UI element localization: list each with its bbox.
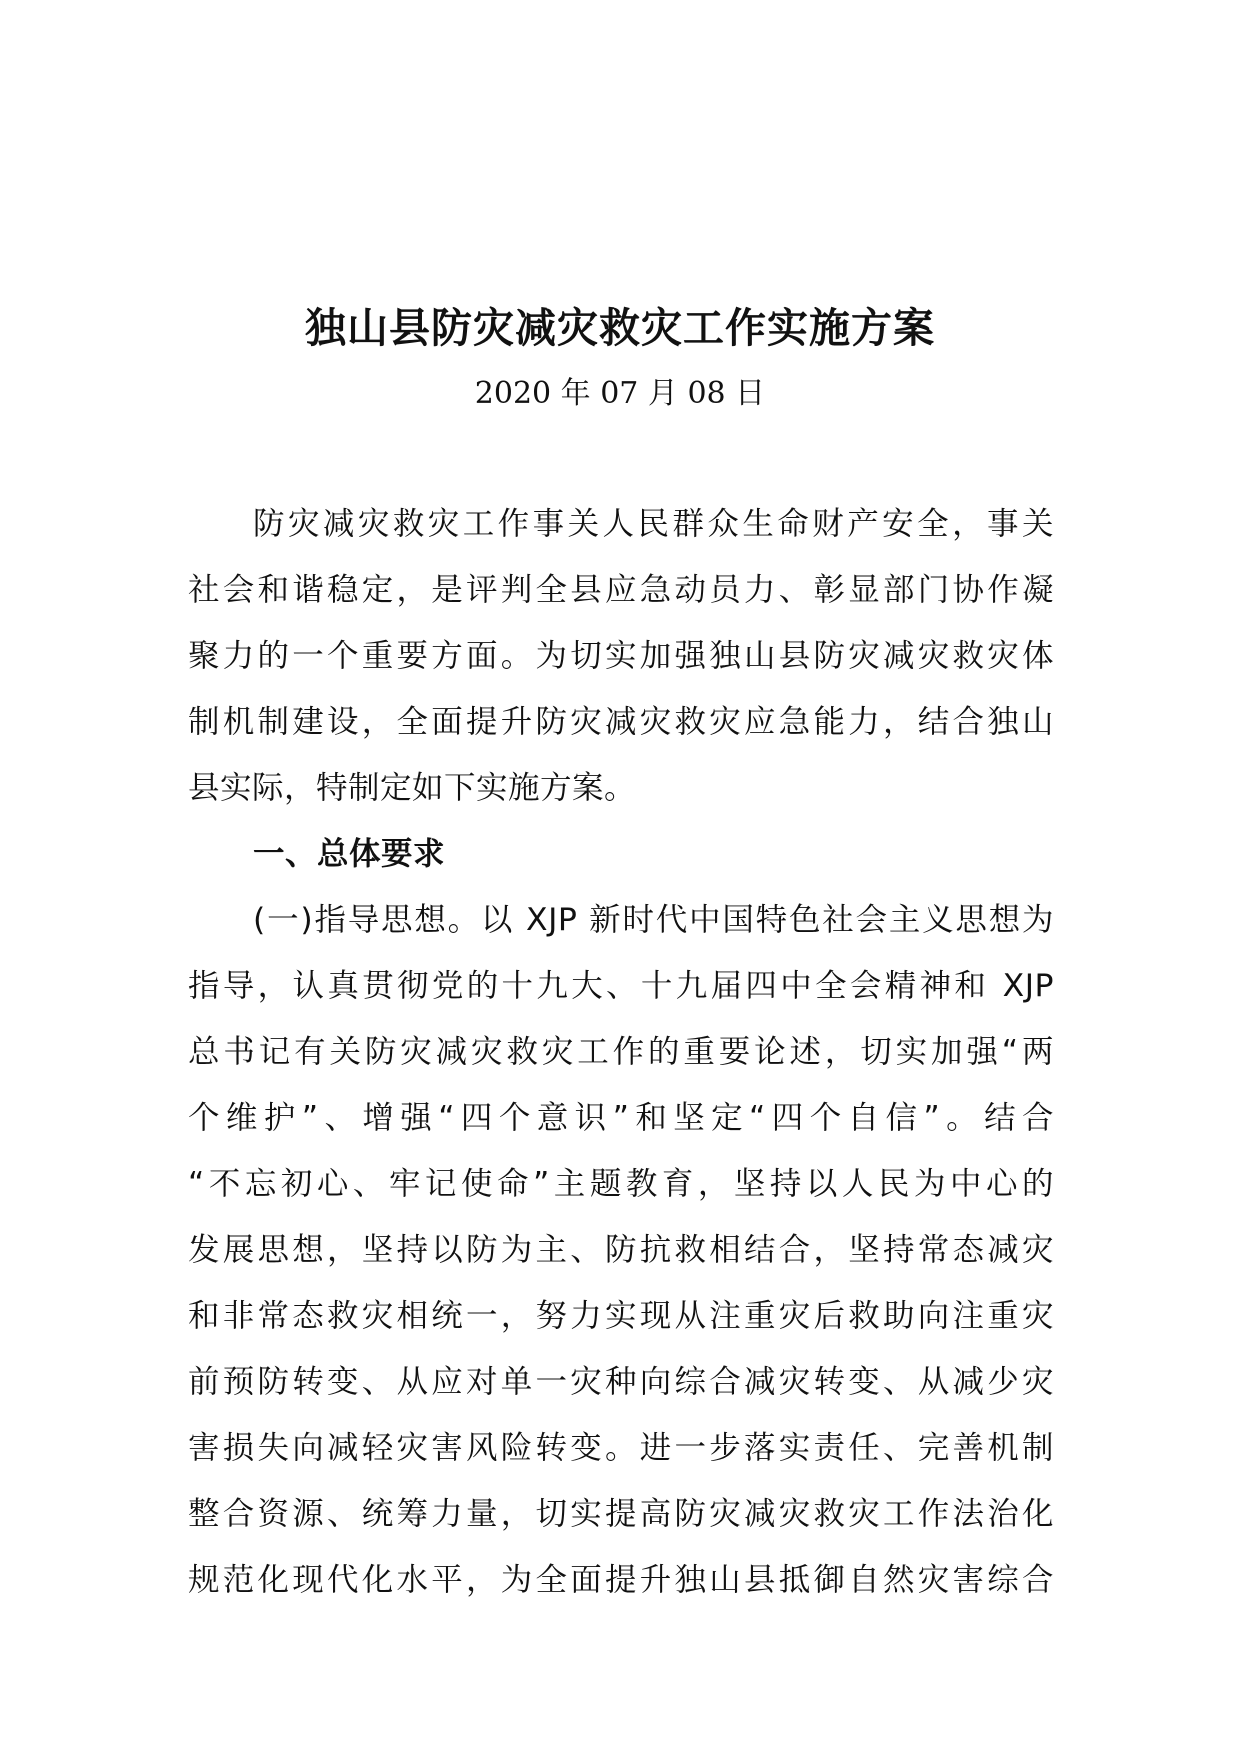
document-date: 2020 年 07 月 08 日 [474, 376, 766, 411]
paragraph-line: “不忘初心、牢记使命”主题教育，坚持以人民为中心的 [188, 1166, 1054, 1202]
paragraph-line: 前预防转变、从应对单一灾种向综合减灾转变、从减少灾 [188, 1364, 1054, 1400]
paragraph-line: 指导，认真贯彻党的十九大、十九届四中全会精神和 XJP [188, 968, 1054, 1004]
paragraph-line: 害损失向减轻灾害风险转变。进一步落实责任、完善机制 [188, 1430, 1054, 1466]
paragraph-line: 县实际，特制定如下实施方案。 [188, 770, 637, 806]
paragraph-line: (一)指导思想。以 XJP 新时代中国特色社会主义思想为 [253, 902, 1054, 938]
paragraph-line: 规范化现代化水平，为全面提升独山县抵御自然灾害综合 [188, 1562, 1054, 1598]
paragraph-line: 社会和谐稳定，是评判全县应急动员力、彰显部门协作凝 [188, 572, 1054, 608]
paragraph-line: 和非常态救灾相统一，努力实现从注重灾后救助向注重灾 [188, 1298, 1054, 1334]
section-heading: 一、总体要求 [253, 836, 446, 872]
paragraph-line: 个维护”、增强“四个意识”和坚定“四个自信”。结合 [188, 1100, 1054, 1136]
document-title: 独山县防灾减灾救灾工作实施方案 [305, 304, 935, 352]
paragraph-line: 制机制建设，全面提升防灾减灾救灾应急能力，结合独山 [188, 704, 1054, 740]
paragraph-line: 整合资源、统筹力量，切实提高防灾减灾救灾工作法治化 [188, 1496, 1054, 1532]
paragraph-line: 聚力的一个重要方面。为切实加强独山县防灾减灾救灾体 [188, 638, 1054, 674]
paragraph-line: 总书记有关防灾减灾救灾工作的重要论述，切实加强“两 [188, 1034, 1054, 1070]
paragraph-line: 防灾减灾救灾工作事关人民群众生命财产安全，事关 [253, 506, 1054, 542]
paragraph-line: 发展思想，坚持以防为主、防抗救相结合，坚持常态减灾 [188, 1232, 1054, 1268]
